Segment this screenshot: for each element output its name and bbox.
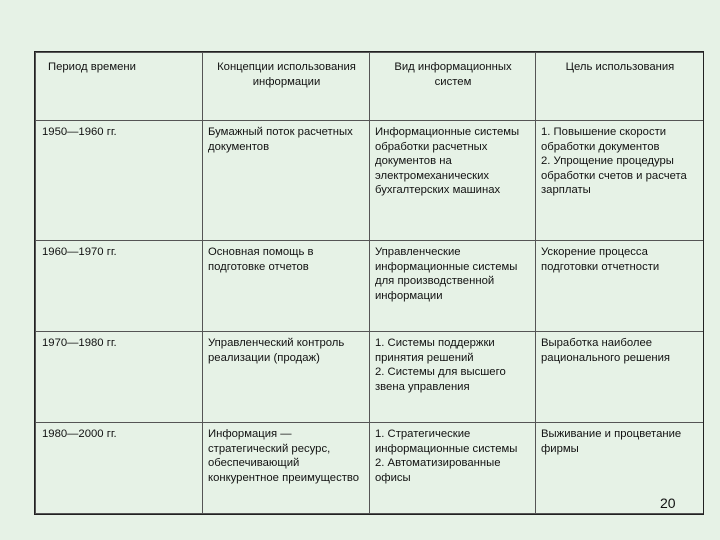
table-header-row: [36, 53, 704, 121]
concept-cell: Бумажный поток расчетных документов: [203, 121, 370, 241]
goal-cell: [536, 121, 704, 241]
page-number: 20: [660, 495, 676, 511]
goal-cell: [536, 423, 704, 514]
table-row: [36, 423, 704, 514]
header-cell-period: Период времени: [36, 53, 203, 121]
goal-line: Ускорение процесса подготовки отчетности: [541, 246, 660, 273]
system-type-cell: Информационные системы обработки расчетных документов на электромеханических бухгалтерских машинах: [370, 121, 536, 241]
concept-cell: Управленческий контроль реализации (продаж): [203, 332, 370, 423]
table-row: [36, 121, 704, 241]
system-type-cell: Управленческие информационные системы для производственной информации: [370, 241, 536, 332]
system-type-cell: [370, 332, 536, 423]
period-cell: 1980—2000 гг.: [36, 423, 203, 514]
goal-line: Выживание и процветание фирмы: [541, 428, 682, 455]
period-cell: 1960—1970 гг.: [36, 241, 203, 332]
system-type-line: 1. Системы поддержки принятия решений: [375, 337, 495, 364]
header-cell-system-type: Вид информационных систем: [370, 53, 536, 121]
table-row: [36, 241, 704, 332]
concept-cell: Информация — стратегический ресурс, обеспечивающий конкурентное преимущество: [203, 423, 370, 514]
goal-cell: [536, 241, 704, 332]
goal-line: 1. Повышение скорости обработки документов: [541, 126, 667, 153]
period-cell: 1950—1960 гг.: [36, 121, 203, 241]
info-systems-table: [35, 52, 704, 514]
header-cell-concept: Концепции использования информации: [203, 53, 370, 121]
system-type-line: 1. Стратегические информационные системы: [375, 428, 518, 455]
goal-cell: [536, 332, 704, 423]
system-type-cell: [370, 423, 536, 514]
system-type-line: 2. Системы для высшего звена управления: [375, 366, 506, 393]
header-cell-goal: Цель использования: [536, 53, 704, 121]
goal-line: 2. Упрощение процедуры обработки счетов и расчета зарплаты: [541, 155, 687, 197]
concept-cell: Основная помощь в подготовке отчетов: [203, 241, 370, 332]
period-cell: 1970—1980 гг.: [36, 332, 203, 423]
table-row: [36, 332, 704, 423]
goal-line: Выработка наиболее рационального решения: [541, 337, 671, 364]
system-type-line: 2. Автоматизированные офисы: [375, 457, 501, 484]
